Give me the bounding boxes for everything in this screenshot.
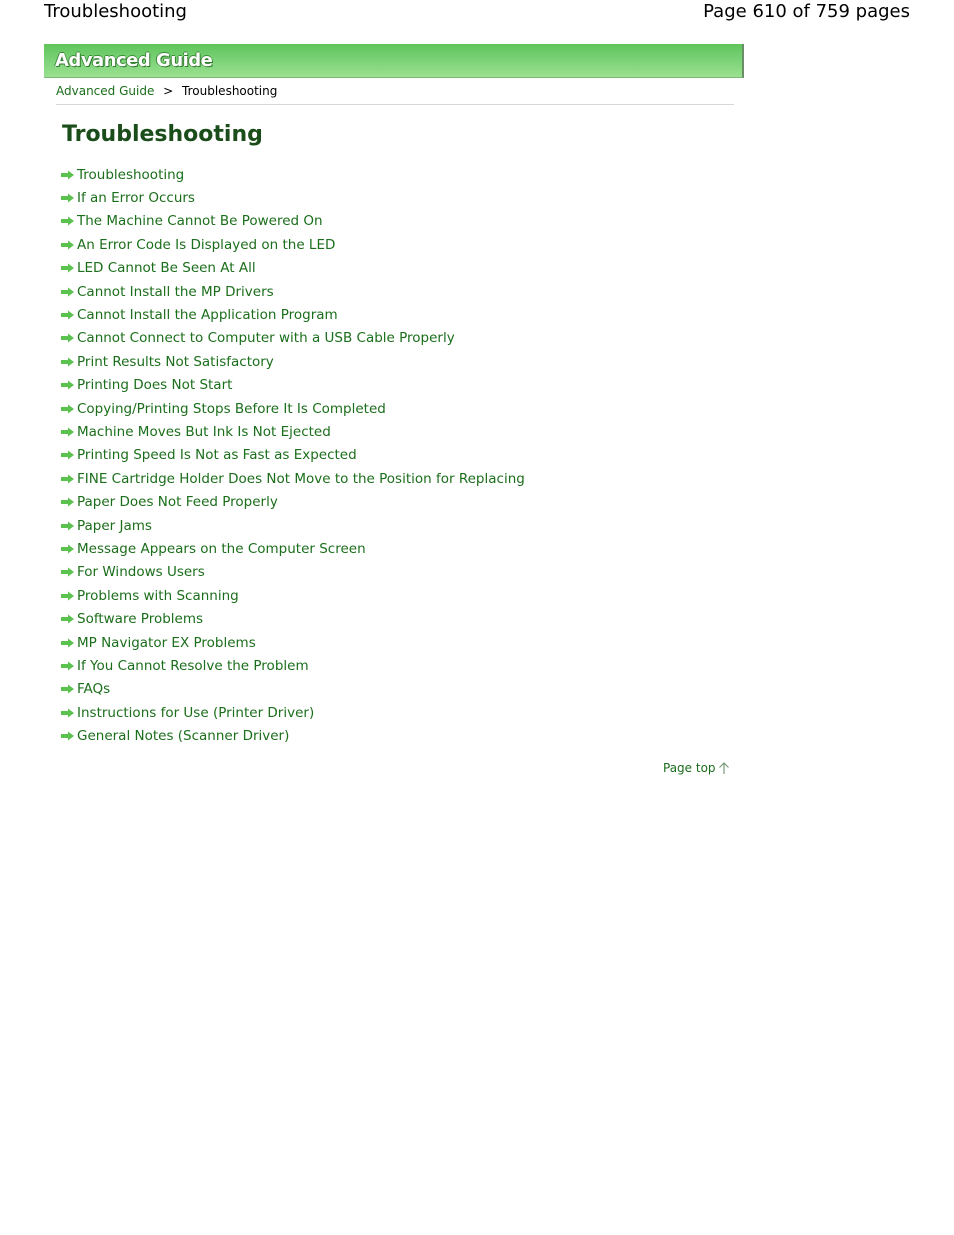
- link-text[interactable]: Message Appears on the Computer Screen: [77, 540, 366, 557]
- link-text[interactable]: For Windows Users: [77, 564, 205, 581]
- link-item[interactable]: [60, 233, 525, 256]
- link-item[interactable]: [60, 303, 525, 326]
- link-item[interactable]: [60, 350, 525, 373]
- arrow-right-icon: [60, 638, 75, 648]
- link-text[interactable]: Copying/Printing Stops Before It Is Completed: [77, 400, 386, 417]
- page-header: [44, 0, 910, 26]
- arrow-right-icon: [60, 240, 75, 250]
- link-item[interactable]: [60, 467, 525, 490]
- arrow-up-icon: [718, 762, 730, 775]
- link-text[interactable]: Problems with Scanning: [77, 587, 239, 604]
- arrow-right-icon: [60, 591, 75, 601]
- link-item[interactable]: [60, 186, 525, 209]
- arrow-right-icon: [60, 521, 75, 531]
- breadcrumb: [56, 83, 277, 99]
- link-item[interactable]: [60, 210, 525, 233]
- breadcrumb-current: Troubleshooting: [182, 84, 278, 98]
- link-text[interactable]: FAQs: [77, 681, 111, 698]
- arrow-right-icon: [60, 661, 75, 671]
- link-item[interactable]: [60, 724, 525, 747]
- link-text[interactable]: FINE Cartridge Holder Does Not Move to the Position for Replacing: [77, 470, 525, 487]
- link-item[interactable]: [60, 257, 525, 280]
- arrow-right-icon: [60, 216, 75, 226]
- link-item[interactable]: [60, 327, 525, 350]
- arrow-right-icon: [60, 170, 75, 180]
- link-item[interactable]: [60, 654, 525, 677]
- banner-title: Advanced Guide: [55, 50, 213, 71]
- link-text[interactable]: Cannot Install the MP Drivers: [77, 283, 274, 300]
- link-item[interactable]: [60, 397, 525, 420]
- link-item[interactable]: [60, 631, 525, 654]
- link-item[interactable]: [60, 514, 525, 537]
- divider: [56, 104, 734, 105]
- link-text[interactable]: Printing Speed Is Not as Fast as Expected: [77, 447, 357, 464]
- arrow-right-icon: [60, 404, 75, 414]
- page-top-link[interactable]: [663, 760, 730, 776]
- guide-banner: [44, 44, 744, 78]
- arrow-right-icon: [60, 684, 75, 694]
- page-top-label: Page top: [663, 761, 716, 775]
- arrow-right-icon: [60, 708, 75, 718]
- arrow-right-icon: [60, 287, 75, 297]
- troubleshooting-link-list: [60, 163, 525, 748]
- link-item[interactable]: [60, 584, 525, 607]
- link-item[interactable]: [60, 607, 525, 630]
- page-title: Troubleshooting: [62, 122, 263, 147]
- link-text[interactable]: Software Problems: [77, 611, 204, 628]
- arrow-right-icon: [60, 380, 75, 390]
- link-text[interactable]: Print Results Not Satisfactory: [77, 353, 274, 370]
- link-text[interactable]: If an Error Occurs: [77, 190, 195, 207]
- link-text[interactable]: Printing Does Not Start: [77, 377, 233, 394]
- link-item[interactable]: [60, 561, 525, 584]
- arrow-right-icon: [60, 427, 75, 437]
- link-item[interactable]: [60, 280, 525, 303]
- arrow-right-icon: [60, 193, 75, 203]
- link-item[interactable]: [60, 537, 525, 560]
- arrow-right-icon: [60, 310, 75, 320]
- arrow-right-icon: [60, 263, 75, 273]
- link-item[interactable]: [60, 701, 525, 724]
- link-text[interactable]: Troubleshooting: [77, 166, 185, 183]
- arrow-right-icon: [60, 497, 75, 507]
- link-text[interactable]: Cannot Connect to Computer with a USB Cable Properly: [77, 330, 455, 347]
- breadcrumb-link-advanced-guide[interactable]: Advanced Guide: [56, 84, 155, 98]
- link-text[interactable]: MP Navigator EX Problems: [77, 634, 256, 651]
- link-item[interactable]: [60, 374, 525, 397]
- arrow-right-icon: [60, 614, 75, 624]
- page-count: Page 610 of 759 pages: [703, 1, 910, 22]
- breadcrumb-separator: >: [163, 84, 174, 98]
- arrow-right-icon: [60, 333, 75, 343]
- link-text[interactable]: Cannot Install the Application Program: [77, 307, 338, 324]
- link-text[interactable]: Paper Does Not Feed Properly: [77, 494, 278, 511]
- link-text[interactable]: Paper Jams: [77, 517, 152, 534]
- document-title: Troubleshooting: [44, 1, 187, 22]
- link-item[interactable]: [60, 678, 525, 701]
- link-text[interactable]: The Machine Cannot Be Powered On: [77, 213, 323, 230]
- arrow-right-icon: [60, 474, 75, 484]
- link-item[interactable]: [60, 420, 525, 443]
- link-text[interactable]: Machine Moves But Ink Is Not Ejected: [77, 423, 331, 440]
- link-text[interactable]: Instructions for Use (Printer Driver): [77, 704, 315, 721]
- arrow-right-icon: [60, 567, 75, 577]
- link-item[interactable]: [60, 444, 525, 467]
- link-item[interactable]: [60, 490, 525, 513]
- link-text[interactable]: If You Cannot Resolve the Problem: [77, 657, 309, 674]
- link-text[interactable]: General Notes (Scanner Driver): [77, 728, 290, 745]
- arrow-right-icon: [60, 731, 75, 741]
- link-text[interactable]: An Error Code Is Displayed on the LED: [77, 236, 336, 253]
- arrow-right-icon: [60, 357, 75, 367]
- arrow-right-icon: [60, 450, 75, 460]
- arrow-right-icon: [60, 544, 75, 554]
- link-text[interactable]: LED Cannot Be Seen At All: [77, 260, 256, 277]
- link-item[interactable]: [60, 163, 525, 186]
